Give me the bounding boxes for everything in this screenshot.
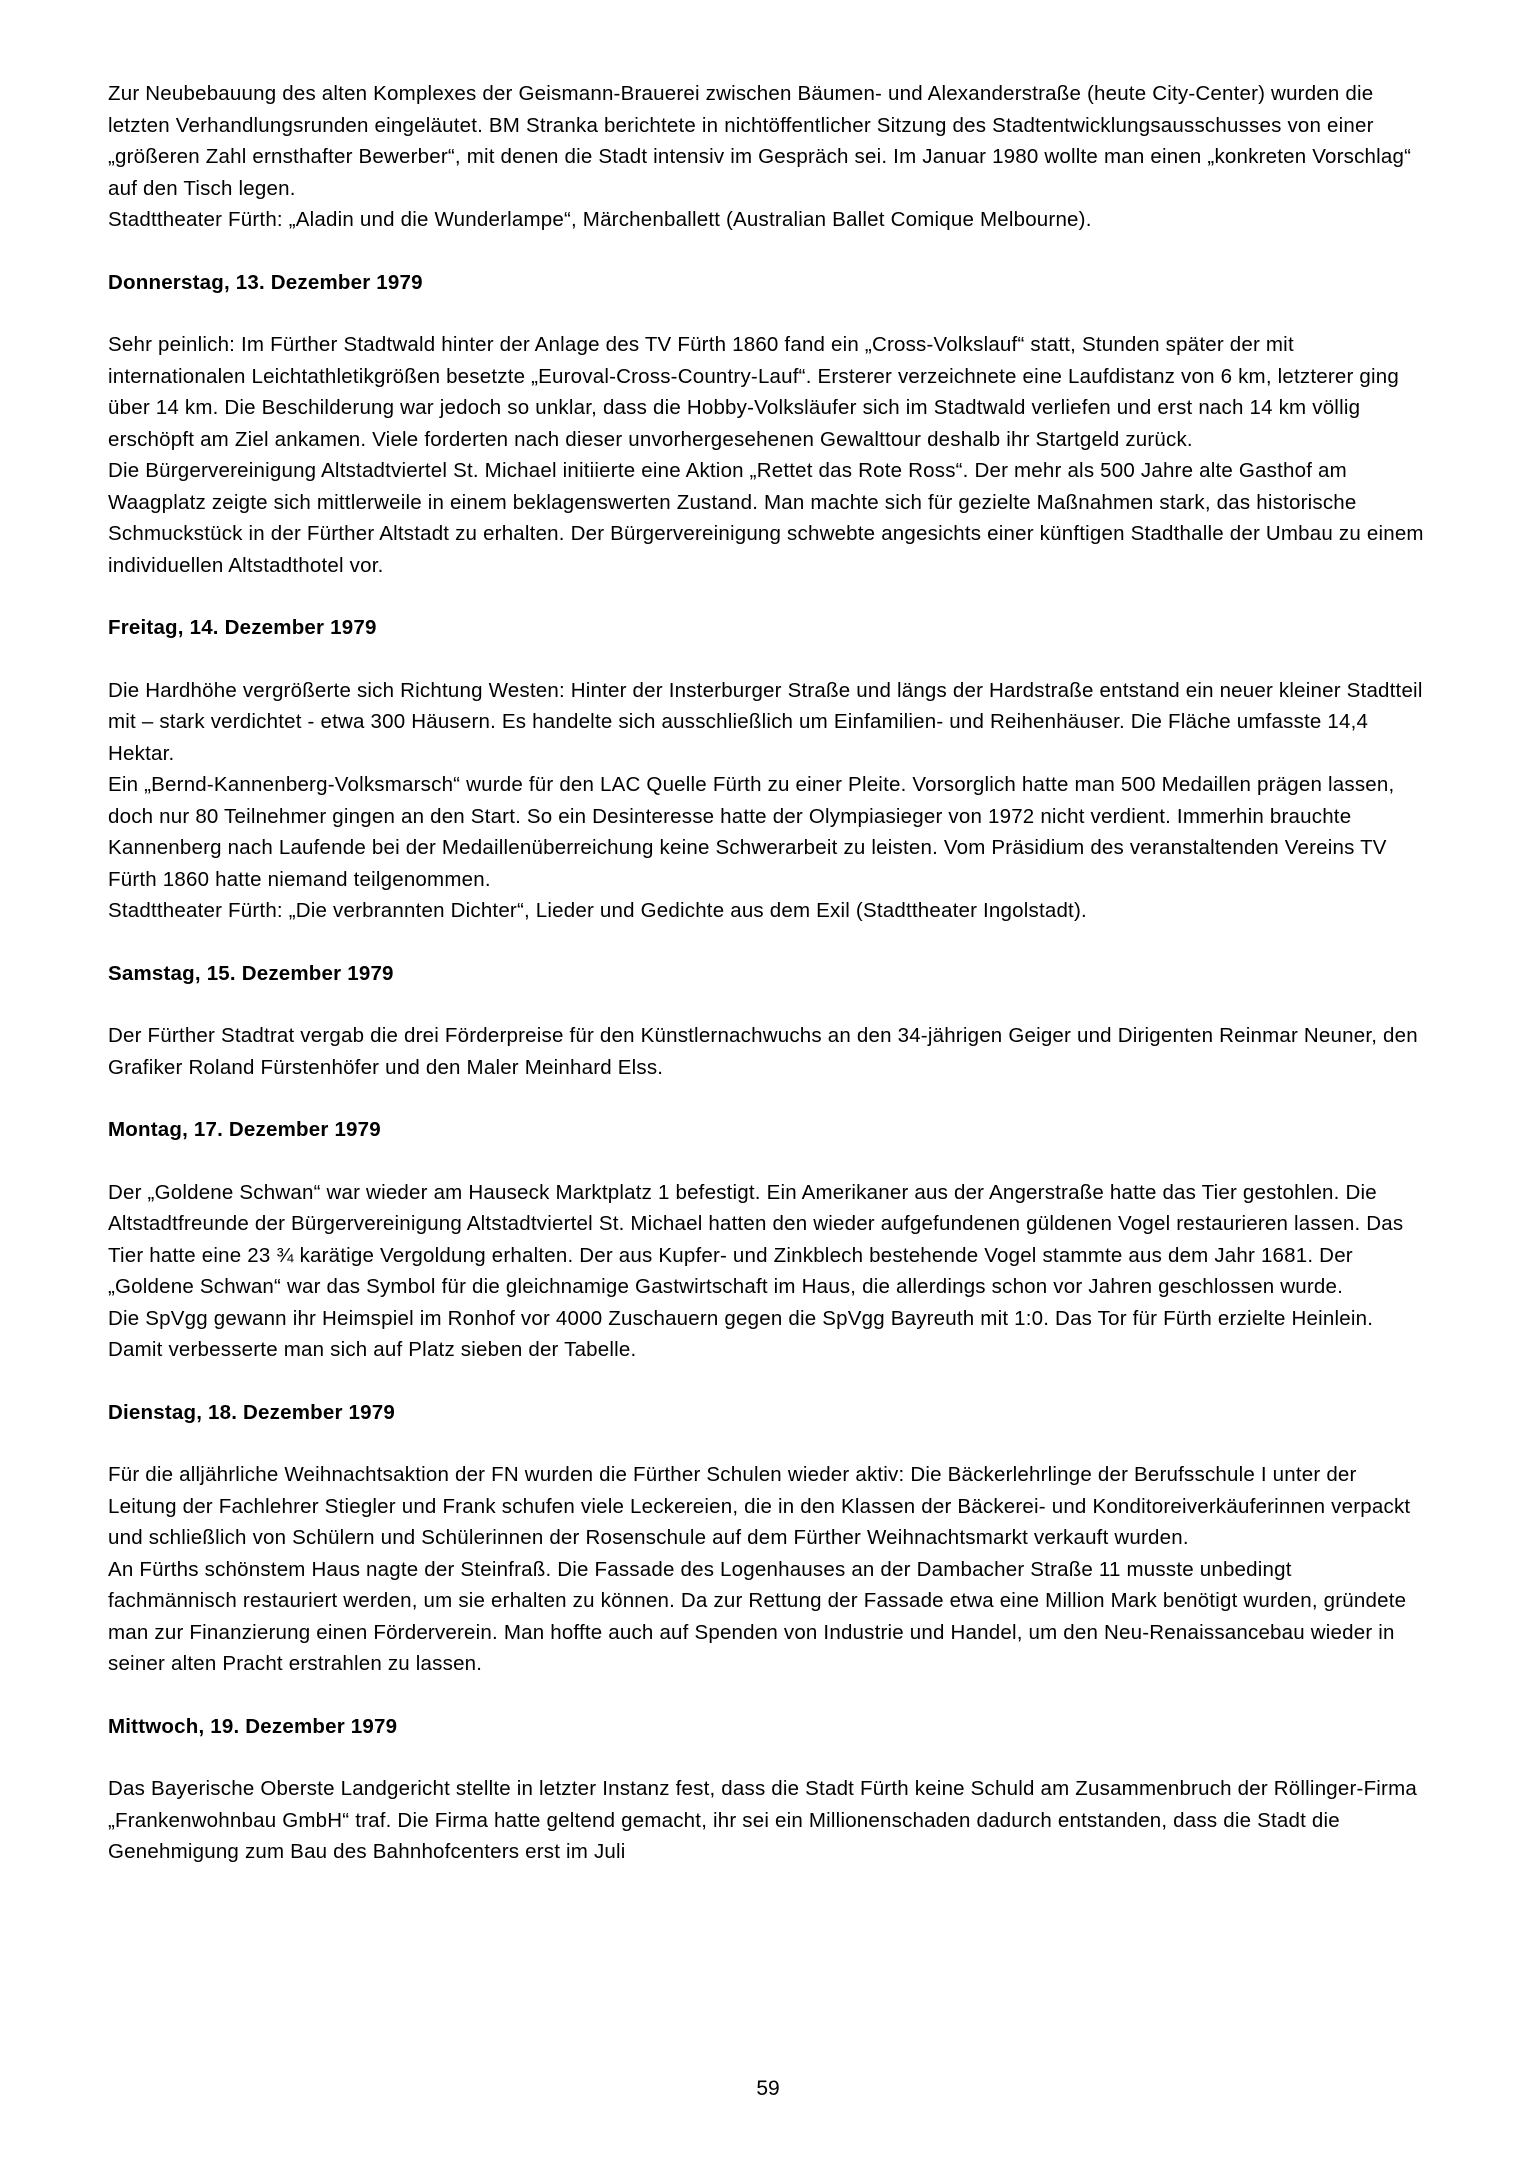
date-heading: Mittwoch, 19. Dezember 1979 xyxy=(108,1714,398,1738)
paragraph-spacer xyxy=(108,1742,1426,1773)
paragraph-spacer xyxy=(108,927,1426,958)
paragraph-spacer xyxy=(108,236,1426,267)
page-content xyxy=(108,78,1426,1868)
date-heading: Freitag, 14. Dezember 1979 xyxy=(108,616,377,639)
paragraph: Zur Neubebauung des alten Komplexes der Geismann-Brauerei zwischen Bäumen- und Alexanderstraße (heute City-Center) wurden die letzten Verhandlungsrunden eingeläutet. BM Stranka berichtete in nichtöffentlicher Sitzung des Stadtentwicklungsausschusses von einer „größeren Zahl ernsthafter Bewerber“, mit denen die Stadt intensiv im Gespräch sei. Im Januar 1980 wollte man einen „konkreten Vorschlag“ auf den Tisch legen. xyxy=(108,82,1412,200)
paragraph-spacer xyxy=(108,1083,1426,1114)
page-number: 59 xyxy=(756,2077,780,2100)
paragraph: Ein „Bernd-Kannenberg-Volksmarsch“ wurde für den LAC Quelle Fürth zu einer Pleite. Vorsorglich hatte man 500 Medaillen prägen lassen, doch nur 80 Teilnehmer gingen an den Start. So ein Desinteresse hatte der Olympiasieger von 1972 nicht verdient. Immerhin brauchte Kannenberg nach Laufende bei der Medaillenüberreichung keine Schwerarbeit zu leisten. Vom Präsidium des veranstaltenden Vereins TV Fürth 1860 hatte niemand teilgenommen. xyxy=(108,773,1395,891)
paragraph-spacer xyxy=(108,1146,1426,1177)
paragraph: Sehr peinlich: Im Fürther Stadtwald hinter der Anlage des TV Fürth 1860 fand ein „Cross-Volkslauf“ statt, Stunden später der mit internationalen Leichtathletikgrößen besetzte „Euroval-Cross-Country-Lauf“. Ersterer verzeichnete eine Laufdistanz von 6 km, letzterer ging über 14 km. Die Beschilderung war jedoch so unklar, dass die Hobby-Volksläufer sich im Stadtwald verliefen und erst nach 14 km völlig erschöpft am Ziel ankamen. Viele forderten nach dieser unvorhergesehenen Gewalttour deshalb ihr Startgeld zurück. xyxy=(108,333,1400,451)
paragraph: Stadttheater Fürth: „Die verbrannten Dichter“, Lieder und Gedichte aus dem Exil (Stadttheater Ingolstadt). xyxy=(108,899,1087,922)
paragraph: Der Fürther Stadtrat vergab die drei Förderpreise für den Künstlernachwuchs an den 34-jährigen Geiger und Dirigenten Reinmar Neuner, den Grafiker Roland Fürstenhöfer und den Maler Meinhard Elss. xyxy=(108,1024,1418,1079)
paragraph-spacer xyxy=(108,989,1426,1020)
paragraph-spacer xyxy=(108,581,1426,612)
date-heading: Donnerstag, 13. Dezember 1979 xyxy=(108,270,423,294)
date-heading: Samstag, 15. Dezember 1979 xyxy=(108,961,394,985)
paragraph: Die SpVgg gewann ihr Heimspiel im Ronhof vor 4000 Zuschauern gegen die SpVgg Bayreuth mit 1:0. Das Tor für Fürth erzielte Heinlein. Damit verbesserte man sich auf Platz sieben der Tabelle. xyxy=(108,1306,1374,1361)
paragraph: Der „Goldene Schwan“ war wieder am Hauseck Marktplatz 1 befestigt. Ein Amerikaner aus der Angerstraße hatte das Tier gestohlen. Die Altstadtfreunde der Bürgervereinigung Altstadtviertel St. Michael hatten den wieder aufgefundenen güldenen Vogel restaurieren lassen. Das Tier hatte eine 23 ¾ karätige Vergoldung erhalten. Der aus Kupfer- und Zinkblech bestehende Vogel stammte aus dem Jahr 1681. Der „Goldene Schwan“ war das Symbol für die gleichnamige Gastwirtschaft im Haus, die allerdings schon vor Jahren geschlossen wurde. xyxy=(108,1180,1404,1298)
paragraph-spacer xyxy=(108,298,1426,329)
paragraph: Das Bayerische Oberste Landgericht stellte in letzter Instanz fest, dass die Stadt Fürth keine Schuld am Zusammenbruch der Röllinger-Firma „Frankenwohnbau GmbH“ traf. Die Firma hatte geltend gemacht, ihr sei ein Millionenschaden dadurch entstanden, dass die Stadt die Genehmigung zum Bau des Bahnhofcenters erst im Juli xyxy=(108,1777,1417,1863)
paragraph: An Fürths schönstem Haus nagte der Steinfraß. Die Fassade des Logenhauses an der Dambacher Straße 11 musste unbedingt fachmännisch restauriert werden, um sie erhalten zu können. Da zur Rettung der Fassade etwa eine Million Mark benötigt wurden, gründete man zur Finanzierung einen Förderverein. Man hoffte auch auf Spenden von Industrie und Handel, um den Neu-Renaissancebau wieder in seiner alten Pracht erstrahlen zu lassen. xyxy=(108,1557,1407,1675)
paragraph: Stadttheater Fürth: „Aladin und die Wunderlampe“, Märchenballett (Australian Ballet Comique Melbourne). xyxy=(108,208,1092,231)
paragraph-spacer xyxy=(108,644,1426,675)
paragraph-spacer xyxy=(108,1366,1426,1397)
date-heading: Dienstag, 18. Dezember 1979 xyxy=(108,1400,395,1424)
paragraph: Für die alljährliche Weihnachtsaktion der FN wurden die Fürther Schulen wieder aktiv: Die Bäckerlehrlinge der Berufsschule I unter der Leitung der Fachlehrer Stiegler und Frank schufen viele Leckereien, die in den Klassen der Bäckerei- und Konditoreiverkäuferinnen verpackt und schließlich von Schülern und Schülerinnen der Rosenschule auf dem Fürther Weihnachtsmarkt verkauft wurden. xyxy=(108,1463,1411,1549)
paragraph: Die Bürgervereinigung Altstadtviertel St. Michael initiierte eine Aktion „Rettet das Rote Ross“. Der mehr als 500 Jahre alte Gasthof am Waagplatz zeigte sich mittlerweile in einem beklagenswerten Zustand. Man machte sich für gezielte Maßnahmen stark, das historische Schmuckstück in der Fürther Altstadt zu erhalten. Der Bürgervereinigung schwebte angesichts einer künftigen Stadthalle der Umbau zu einem individuellen Altstadthotel vor. xyxy=(108,459,1424,577)
paragraph-spacer xyxy=(108,1680,1426,1711)
date-heading: Montag, 17. Dezember 1979 xyxy=(108,1118,381,1141)
paragraph-spacer xyxy=(108,1428,1426,1459)
paragraph: Die Hardhöhe vergrößerte sich Richtung Westen: Hinter der Insterburger Straße und längs der Hardstraße entstand ein neuer kleiner Stadtteil mit – stark verdichtet - etwa 300 Häusern. Es handelte sich ausschließlich um Einfamilien- und Reihenhäuser. Die Fläche umfasste 14,4 Hektar. xyxy=(108,678,1423,765)
